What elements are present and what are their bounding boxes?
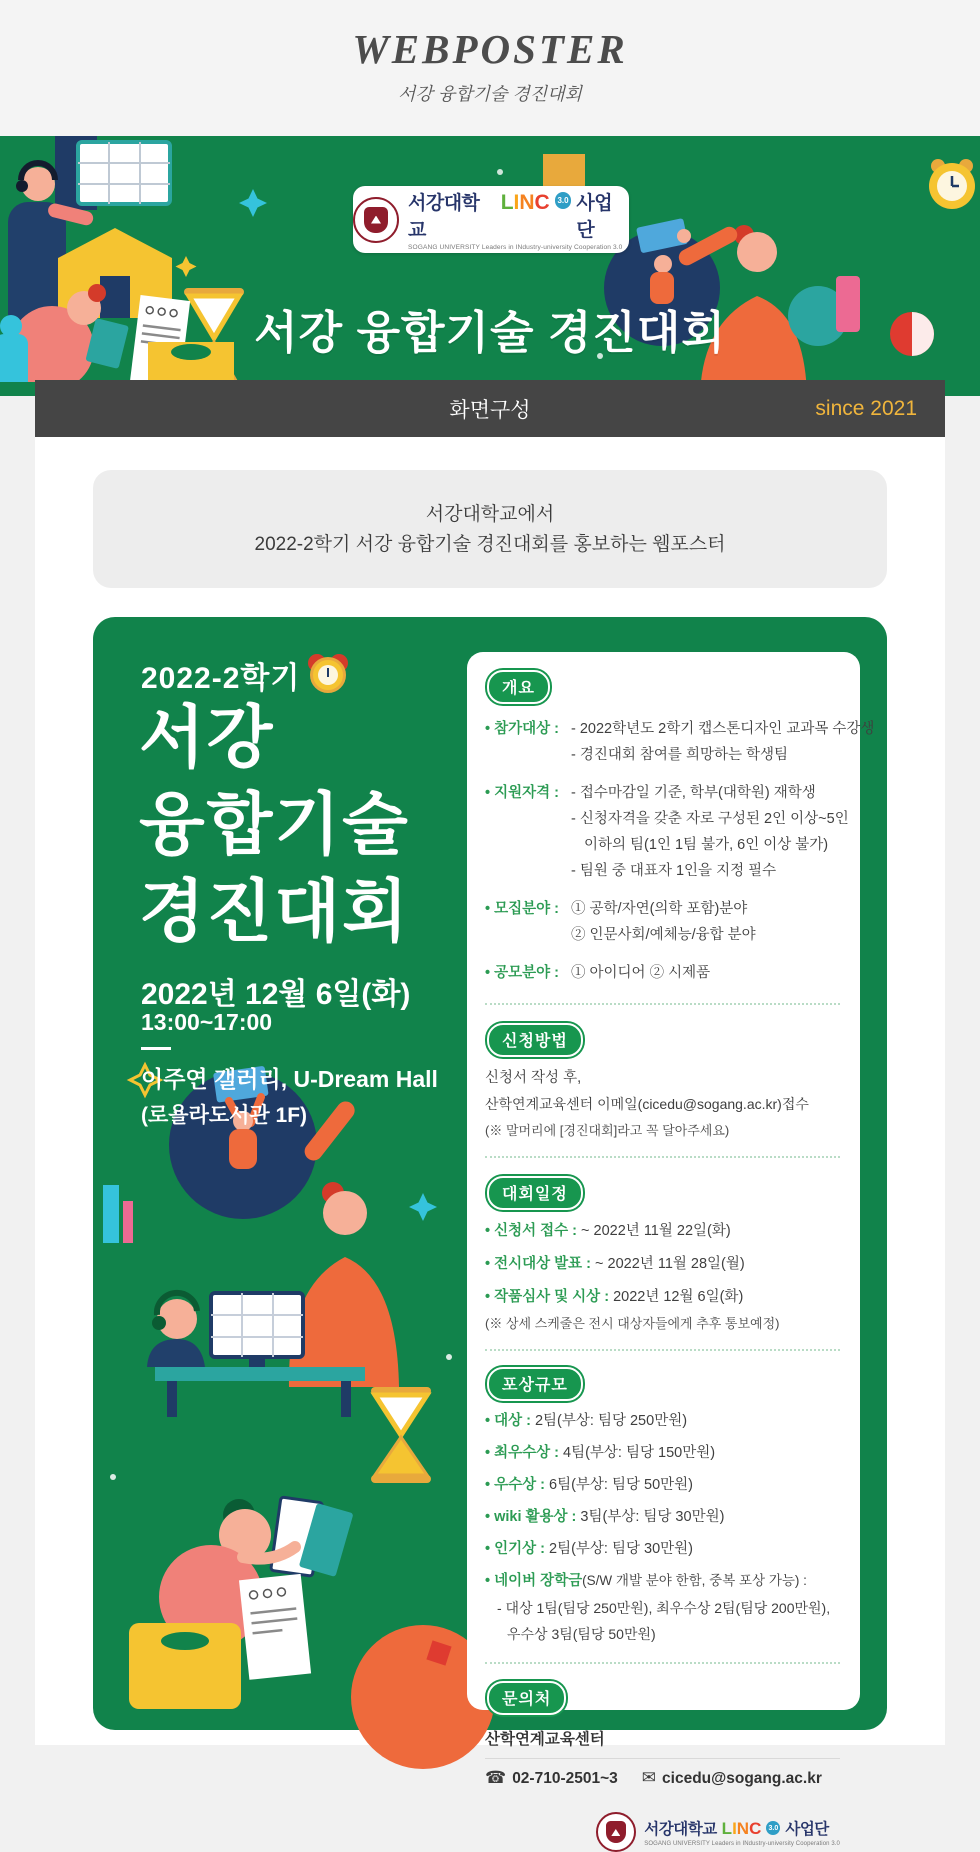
award-sub-line: 우수상 3팀(팀당 50만원) — [507, 1626, 656, 1642]
poster-date: 2022년 12월 6일(화) — [141, 978, 411, 1011]
schedule-note: (※ 상세 스케줄은 전시 대상자들에게 추후 통보예정) — [485, 1316, 780, 1331]
row-line: ① 공학/자연(의학 포함)분야 — [571, 901, 748, 917]
awards-heading: 포상규모 — [487, 1367, 583, 1401]
schedule-row: • 신청서 접수 : ~ 2022년 11월 22일(화) — [485, 1223, 731, 1239]
phone-icon: ☎ — [485, 1768, 507, 1787]
poster-title — [139, 695, 410, 956]
contact-row — [485, 1768, 840, 1788]
page-header — [0, 0, 980, 136]
apply-note: (※ 말머리에 [경진대회]라고 꼭 달아주세요) — [485, 1123, 730, 1138]
section-apply — [485, 1021, 840, 1139]
email-icon: ✉ — [641, 1768, 657, 1787]
poster — [93, 617, 887, 1848]
section-divider — [485, 1003, 840, 1005]
row-line: - 팀원 중 대표자 1인을 지정 필수 — [571, 863, 777, 879]
poster-title-line: 경진대회 — [139, 874, 410, 950]
award-row: • 우수상 : 6팀(부상: 팀당 50만원) — [485, 1477, 693, 1493]
logo-caption: SOGANG UNIVERSITY Leaders in INdustry-university Cooperation 3.0 — [644, 1841, 840, 1848]
award-sub-line: - 대상 1팀(팀당 250만원), 최우수상 2팀(팀당 200만원), — [497, 1600, 831, 1616]
row-label: 공모분야 : — [494, 965, 559, 981]
university-seal-icon — [353, 197, 399, 243]
banner-title: 서강 융합기술 경진대회 — [254, 307, 726, 358]
logo-box — [353, 186, 629, 253]
section-schedule — [485, 1174, 840, 1332]
award-row: • 최우수상 : 4팀(부상: 팀당 150만원) — [485, 1445, 716, 1461]
row-label: 지원자격 : — [494, 785, 559, 801]
sparkle-icon — [409, 1193, 437, 1221]
section-bar — [35, 380, 945, 437]
overview-row: • 공모분야 : ① 아이디어 ② 시제품 — [485, 960, 840, 986]
university-seal-icon — [596, 1812, 636, 1852]
section-awards — [485, 1365, 840, 1645]
award-row: • 인기상 : 2팀(부상: 팀당 30만원) — [485, 1541, 693, 1557]
apply-line: 신청서 작성 후, — [485, 1070, 582, 1086]
poster-illustration — [93, 1057, 473, 1730]
row-line: - 2022학년도 2학기 캡스톤디자인 교과목 수강생 — [571, 721, 875, 737]
linc-logo: LINC — [721, 1818, 762, 1838]
poster-title-line: 서강 — [139, 700, 275, 776]
since-badge: since 2021 — [815, 396, 917, 420]
description-line: 2022-2학기 서강 융합기술 경진대회를 홍보하는 웹포스터 — [254, 534, 726, 555]
poster-venue-line: 이주연 갤러리, U-Dream Hall — [141, 1066, 438, 1092]
banner-corner — [0, 382, 35, 396]
apply-line: 산학연계교육센터 이메일(cicedu@sogang.ac.kr)접수 — [485, 1096, 809, 1112]
award-row: • 네이버 장학금(S/W 개발 분야 한함, 중복 포상 가능) : — [485, 1573, 807, 1589]
poster-semester: 2022-2학기 — [141, 653, 346, 697]
logo-unit-name: 사업단 — [576, 193, 613, 241]
contact-org: 산학연계교육센터 — [485, 1731, 605, 1748]
row-line: - 신청자격을 갖춘 자로 구성된 2인 이상~5인 — [571, 811, 849, 827]
row-label: 참가대상 : — [494, 721, 559, 737]
award-row: • 대상 : 2팀(부상: 팀당 250만원) — [485, 1413, 688, 1429]
logo-unit-name: 사업단 — [785, 1820, 829, 1838]
section-divider — [485, 1662, 840, 1664]
poster-divider — [141, 1047, 171, 1050]
tote-bag-illustration — [129, 1623, 241, 1709]
section-overview — [485, 668, 875, 986]
banner-corner — [945, 382, 980, 396]
row-line: ② 인문사회/예체능/융합 분야 — [571, 927, 756, 943]
contact-rule — [485, 1758, 840, 1759]
poster-title-line: 융합기술 — [139, 787, 410, 863]
description-line: 서강대학교에서 — [425, 504, 555, 525]
row-label: 모집분야 : — [494, 901, 559, 917]
alarm-clock-icon — [929, 159, 975, 209]
linc-globe-icon: 3.0 — [766, 1821, 780, 1835]
hero-banner — [0, 136, 980, 395]
logo-university-name: 서강대학교 — [408, 193, 480, 241]
overview-row: • 모집분야 : ① 공학/자연(의학 포함)분야 ② 인문사회/예체능/융합 분야 — [485, 896, 840, 948]
schedule-heading: 대회일정 — [487, 1176, 583, 1210]
overview-heading: 개요 — [487, 670, 550, 704]
poster-venue-line: (로욜라도서관 1F) — [141, 1104, 308, 1127]
row-line: 이하의 팀(1인 1팀 불가, 6인 이상 불가) — [584, 837, 829, 853]
logo-university-name: 서강대학교 — [644, 1820, 717, 1838]
row-line: - 접수마감일 기준, 학부(대학원) 재학생 — [571, 785, 816, 801]
contact-phone: ☎ 02-710-2501~3 — [485, 1768, 618, 1787]
page-title: WEBPOSTER — [352, 26, 628, 72]
section-divider — [485, 1349, 840, 1351]
poster-venue — [141, 1061, 438, 1129]
description-box — [93, 470, 887, 588]
section-contact — [485, 1679, 840, 1852]
sparkle-icon — [176, 256, 197, 277]
logo-caption: SOGANG UNIVERSITY Leaders in INdustry-university Cooperation 3.0 — [408, 244, 623, 251]
schedule-row: • 작품심사 및 시상 : 2022년 12월 6일(화) — [485, 1289, 744, 1305]
row-line: ① 아이디어 ② 시제품 — [571, 965, 711, 981]
sparkle-icon — [239, 189, 267, 217]
apply-heading: 신청방법 — [487, 1023, 583, 1057]
linc-globe-icon: 3.0 — [555, 192, 572, 209]
section-bar-label: 화면구성 — [449, 398, 531, 422]
page-subtitle: 서강 융합기술 경진대회 — [398, 84, 582, 104]
row-line: - 경진대회 참여를 희망하는 학생팀 — [571, 747, 789, 763]
linc-logo: LINC — [500, 191, 550, 214]
award-row: • wiki 활용상 : 3팀(부상: 팀당 30만원) — [485, 1509, 725, 1525]
schedule-row: • 전시대상 발표 : ~ 2022년 11월 28일(월) — [485, 1256, 745, 1272]
receipt-illustration — [239, 1574, 311, 1680]
contact-heading: 문의처 — [487, 1681, 566, 1715]
contact-email: ✉ cicedu@sogang.ac.kr — [641, 1768, 822, 1787]
poster-time: 13:00~17:00 — [141, 1009, 273, 1035]
hourglass-icon — [371, 1387, 431, 1483]
footer-logo — [485, 1812, 840, 1852]
section-divider — [485, 1156, 840, 1158]
overview-row: • 참가대상 : - 2022학년도 2학기 캡스톤디자인 교과목 수강생 - 경진대회 참여를 희망하는 학생팀 — [485, 716, 840, 768]
overview-row: • 지원자격 : - 접수마감일 기준, 학부(대학원) 재학생 - 신청자격을 갖춘 자로 구성된 2인 이상~5인 이하의 팀(1인 1팀 불가, 6인 이상 불가) - 팀원 중 대표자 1인을 지정 필수 — [485, 780, 840, 884]
info-panel — [467, 652, 875, 1848]
alarm-clock-icon — [310, 657, 346, 693]
